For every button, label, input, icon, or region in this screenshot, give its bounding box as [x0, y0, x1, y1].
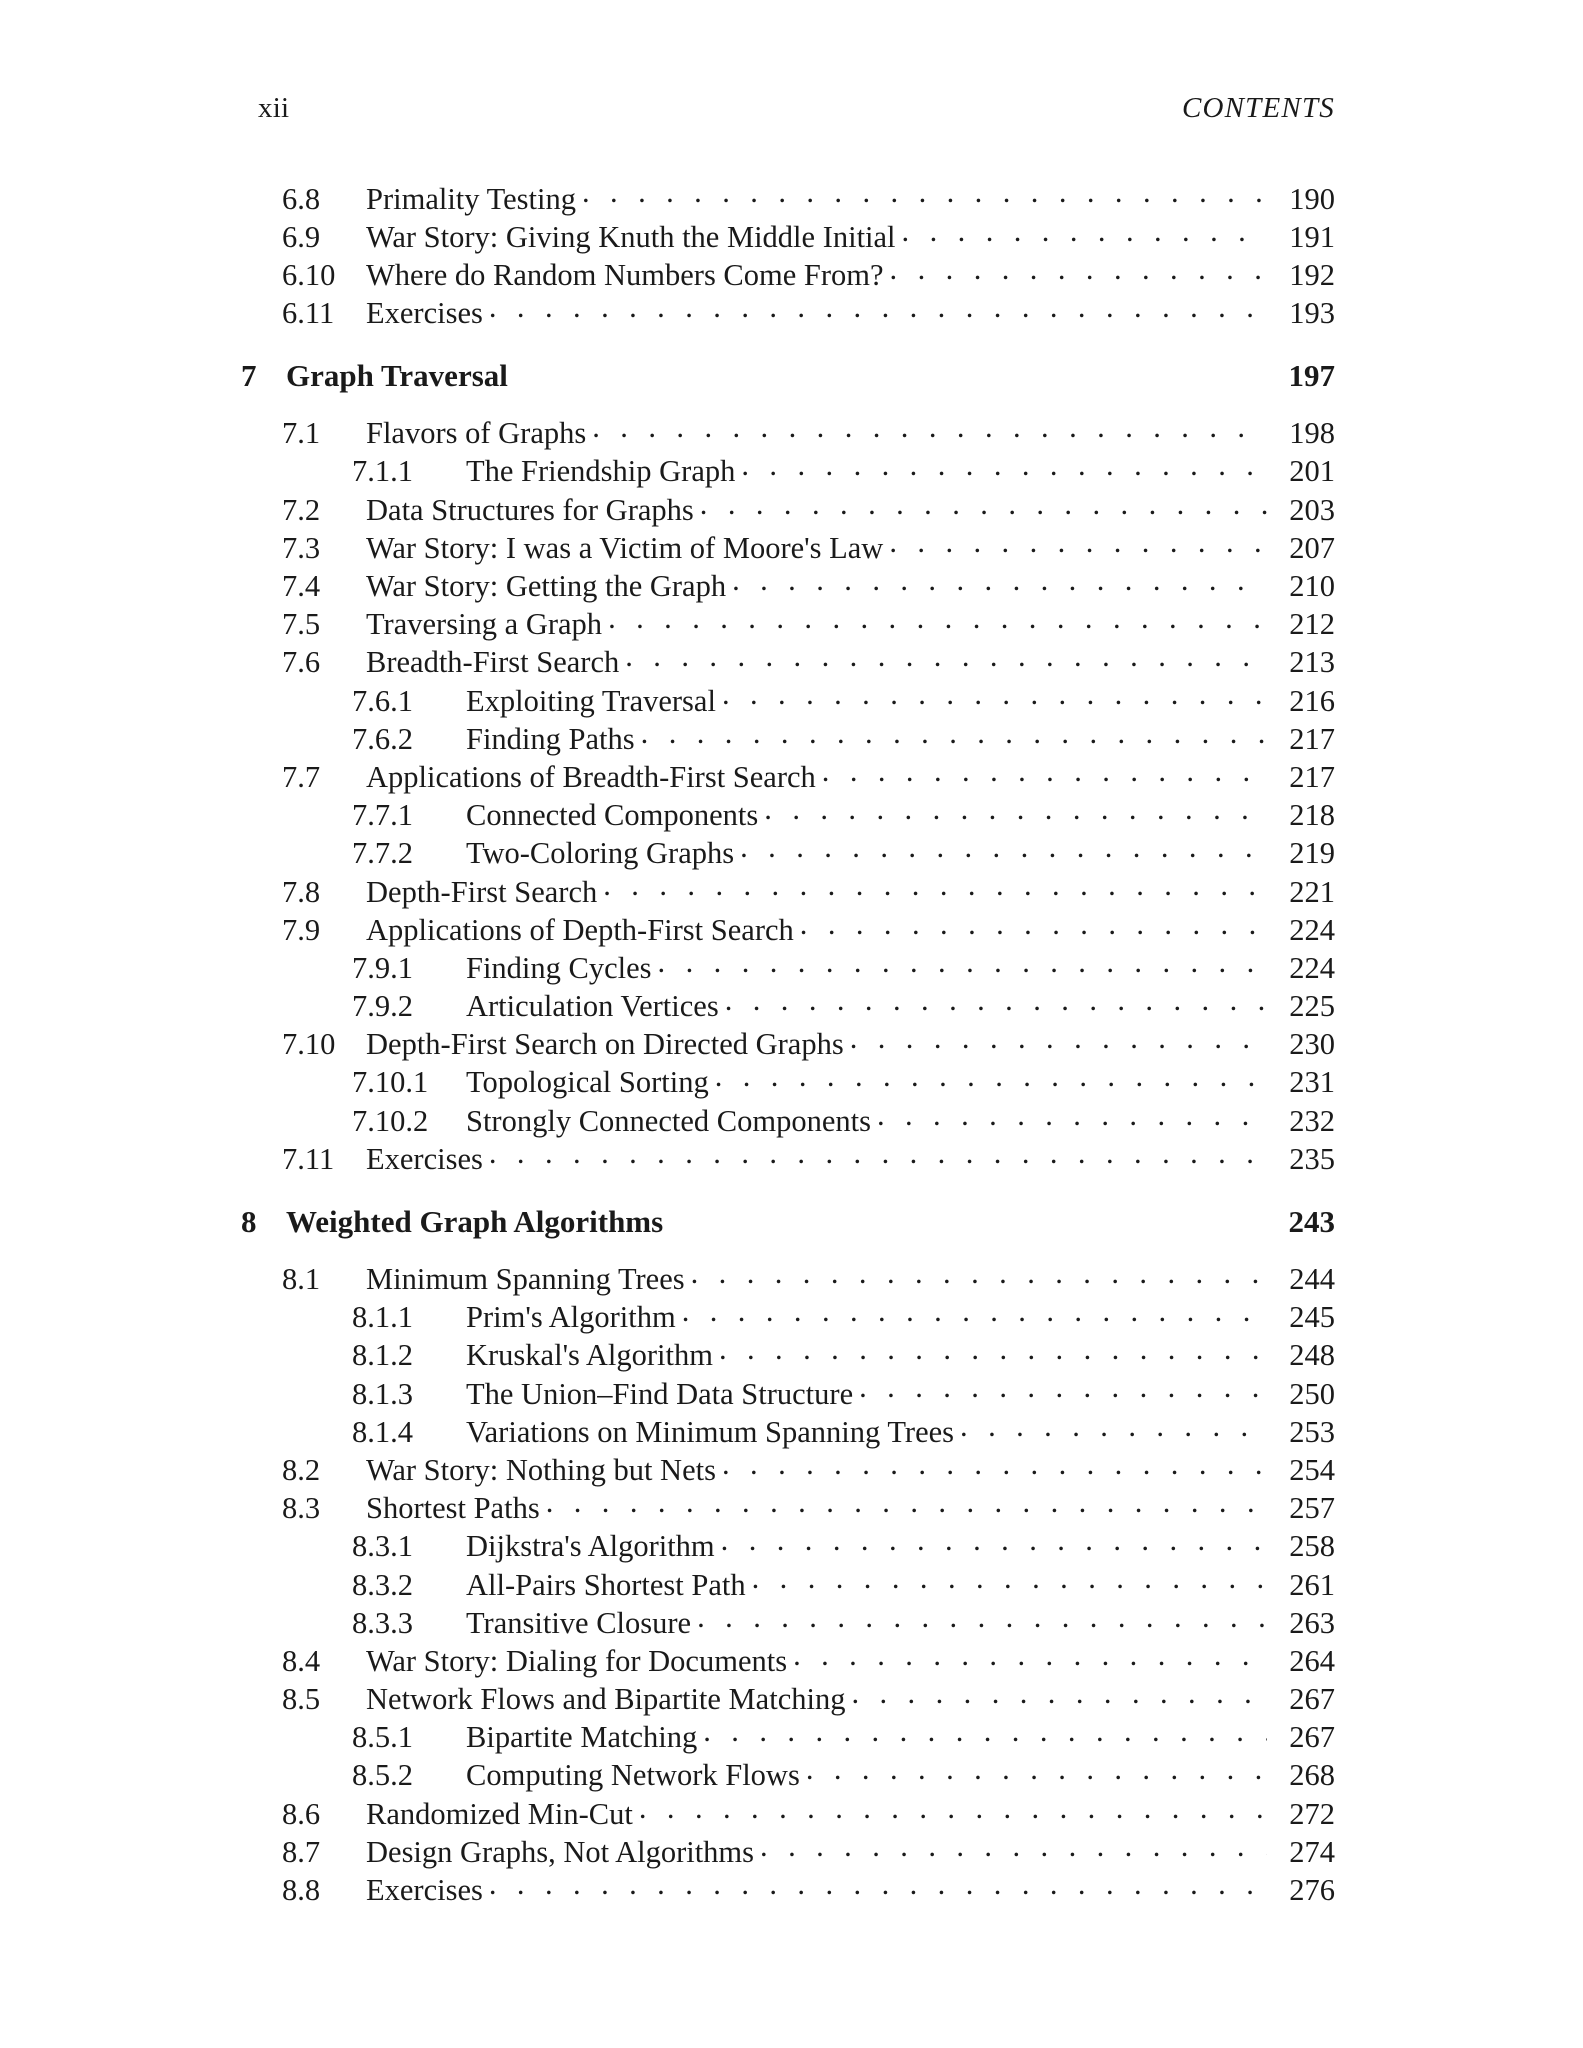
toc-entry-title: Transitive Closure: [466, 1605, 692, 1640]
toc-entry-title: Topological Sorting: [466, 1065, 709, 1100]
toc-entry-number: 8.7: [282, 1834, 321, 1869]
toc-entry-page: 268: [1289, 1758, 1335, 1793]
toc-entry-page: 261: [1289, 1567, 1335, 1602]
toc-entry-number: 7.7.1: [352, 798, 413, 833]
toc-entry-number: 8.1.2: [352, 1338, 413, 1373]
toc-entry[interactable]: [258, 1024, 1335, 1062]
toc-dot-leader: [700, 489, 1267, 520]
toc-entry-page: 276: [1289, 1873, 1335, 1907]
toc-entry-title: Dijkstra's Algorithm: [466, 1529, 715, 1564]
toc-dot-leader: [800, 909, 1267, 940]
toc-entry-page: 217: [1289, 721, 1335, 756]
toc-entry-page: 219: [1289, 836, 1335, 871]
toc-entry[interactable]: [258, 1259, 1335, 1297]
toc-entry-title: Finding Paths: [466, 721, 635, 756]
toc-entry-page: 192: [1289, 257, 1335, 292]
toc-entry-title: Connected Components: [466, 798, 759, 833]
toc-dot-leader: [658, 947, 1267, 978]
toc-dot-leader: [741, 451, 1267, 482]
toc-entry[interactable]: [258, 909, 1335, 947]
toc-entry-title: Exploiting Traversal: [466, 683, 716, 718]
toc-entry-title: All-Pairs Shortest Path: [466, 1567, 746, 1602]
toc-entry[interactable]: [258, 566, 1335, 604]
toc-chapter-entry[interactable]: [241, 1201, 1335, 1245]
toc-dot-leader: [889, 527, 1267, 558]
toc-entry-page: 244: [1289, 1262, 1335, 1296]
running-head: [258, 92, 1335, 125]
toc-entry-page: 274: [1289, 1834, 1335, 1869]
toc-entry[interactable]: [258, 527, 1335, 565]
table-of-contents: [241, 178, 1335, 1908]
toc-entry[interactable]: [258, 1602, 1335, 1640]
toc-entry-number: 6.11: [282, 296, 335, 331]
toc-entry-number: 7.6.2: [352, 721, 413, 756]
toc-dot-leader: [752, 1564, 1267, 1595]
toc-entry[interactable]: [258, 1870, 1335, 1908]
toc-entry[interactable]: [258, 1755, 1335, 1793]
toc-entry-page: 232: [1289, 1103, 1335, 1138]
toc-entry-page: 190: [1289, 181, 1335, 216]
toc-entry-page: 253: [1289, 1414, 1335, 1449]
toc-entry-page: 258: [1289, 1529, 1335, 1564]
toc-entry-title: Kruskal's Algorithm: [466, 1338, 713, 1373]
toc-entry-title: War Story: Nothing but Nets: [366, 1452, 716, 1487]
toc-entry-title: Breadth-First Search: [366, 645, 620, 680]
toc-entry-number: 8: [241, 1203, 257, 1239]
toc-entry-number: 6.9: [282, 219, 321, 254]
toc-dot-leader: [732, 566, 1267, 597]
toc-dot-leader: [608, 604, 1267, 635]
toc-dot-leader: [489, 1870, 1267, 1901]
toc-entry-number: 7.9: [282, 912, 321, 947]
toc-entry-title: War Story: Giving Knuth the Middle Initial: [366, 219, 896, 254]
toc-entry-number: 8.5.1: [352, 1720, 413, 1755]
toc-entry[interactable]: [258, 1717, 1335, 1755]
toc-entry-number: 7: [241, 357, 257, 393]
toc-entry-page: 213: [1289, 645, 1335, 680]
toc-entry-number: 8.1.4: [352, 1414, 413, 1449]
toc-entry-number: 7.10: [282, 1027, 336, 1062]
toc-entry-page: 201: [1289, 454, 1335, 489]
toc-entry-page: 257: [1289, 1491, 1335, 1526]
toc-entry[interactable]: [258, 1640, 1335, 1678]
toc-dot-leader: [722, 680, 1267, 711]
toc-entry-page: 218: [1289, 798, 1335, 833]
toc-entry-number: 8.6: [282, 1796, 321, 1831]
toc-entry-title: Data Structures for Graphs: [366, 492, 694, 527]
toc-dot-leader: [851, 1679, 1267, 1710]
toc-entry-number: 7.4: [282, 569, 321, 603]
toc-entry[interactable]: [258, 1488, 1335, 1526]
toc-entry-title: Variations on Minimum Spanning Trees: [466, 1414, 955, 1449]
toc-entry-title: Prim's Algorithm: [466, 1300, 676, 1335]
toc-entry[interactable]: [258, 1297, 1335, 1335]
toc-entry[interactable]: [258, 293, 1335, 331]
toc-entry-title: War Story: Dialing for Documents: [366, 1643, 788, 1678]
toc-entry-number: 7.1.1: [352, 454, 413, 489]
toc-entry-title: Bipartite Matching: [466, 1720, 698, 1755]
toc-entry-title: Minimum Spanning Trees: [366, 1262, 685, 1296]
toc-entry[interactable]: [258, 795, 1335, 833]
toc-entry-title: Graph Traversal: [286, 357, 508, 393]
toc-entry-title: Exercises: [366, 1873, 483, 1907]
toc-dot-leader: [725, 986, 1267, 1017]
toc-dot-leader: [722, 1449, 1267, 1480]
toc-entry-number: 7.3: [282, 530, 321, 565]
toc-dot-leader: [682, 1297, 1267, 1328]
toc-entry-number: 8.2: [282, 1452, 321, 1487]
toc-entry[interactable]: [258, 833, 1335, 871]
toc-entry-page: 210: [1289, 569, 1335, 603]
toc-entry-page: 231: [1289, 1065, 1335, 1100]
toc-dot-leader: [760, 1831, 1267, 1862]
toc-entry-title: Primality Testing: [366, 181, 576, 216]
toc-dot-leader: [715, 1062, 1267, 1093]
toc-dot-leader: [625, 642, 1267, 673]
toc-entry-title: Applications of Depth-First Search: [366, 912, 794, 947]
toc-dot-leader: [721, 1526, 1267, 1557]
toc-entry-number: 7.11: [282, 1141, 335, 1176]
toc-entry-page: 217: [1289, 759, 1335, 794]
toc-entry-number: 7.10.2: [352, 1103, 429, 1138]
toc-entry-number: 7.2: [282, 492, 321, 527]
toc-entry-page: 230: [1289, 1027, 1335, 1062]
toc-dot-leader: [697, 1602, 1267, 1633]
toc-entry[interactable]: [258, 1373, 1335, 1411]
toc-entry[interactable]: [258, 1062, 1335, 1100]
toc-entry-page: 263: [1289, 1605, 1335, 1640]
toc-dot-leader: [806, 1755, 1267, 1786]
toc-entry-page: 272: [1289, 1796, 1335, 1831]
toc-entry-title: Exercises: [366, 296, 483, 331]
toc-entry-number: 7.8: [282, 874, 321, 909]
toc-entry-title: Shortest Paths: [366, 1491, 540, 1526]
toc-entry[interactable]: [258, 451, 1335, 489]
toc-dot-leader: [890, 254, 1267, 285]
toc-entry-number: 7.7.2: [352, 836, 413, 871]
toc-entry-title: Two-Coloring Graphs: [466, 836, 735, 871]
toc-entry-number: 8.3.2: [352, 1567, 413, 1602]
toc-entry[interactable]: [258, 1526, 1335, 1564]
toc-entry-number: 7.9.2: [352, 989, 413, 1024]
toc-entry[interactable]: [258, 1831, 1335, 1869]
toc-entry-number: 8.5.2: [352, 1758, 413, 1793]
toc-entry[interactable]: [258, 254, 1335, 292]
toc-entry-number: 6.10: [282, 257, 336, 292]
toc-entry[interactable]: [258, 604, 1335, 642]
toc-entry-number: 7.10.1: [352, 1065, 429, 1100]
toc-entry-page: 225: [1289, 989, 1335, 1024]
toc-entry-page: 221: [1289, 874, 1335, 909]
toc-entry-page: 212: [1289, 607, 1335, 642]
toc-entry-page: 243: [1288, 1203, 1335, 1239]
toc-dot-leader: [850, 1024, 1267, 1055]
toc-entry-page: 191: [1289, 219, 1335, 254]
toc-entry[interactable]: [258, 1100, 1335, 1138]
toc-dot-leader: [639, 1793, 1267, 1824]
toc-entry-title: Applications of Breadth-First Search: [366, 759, 816, 794]
toc-entry-number: 8.4: [282, 1643, 321, 1678]
toc-dot-leader: [719, 1335, 1267, 1366]
toc-entry[interactable]: [258, 680, 1335, 718]
toc-entry-title: Flavors of Graphs: [366, 416, 587, 451]
toc-dot-leader: [703, 1717, 1267, 1748]
toc-entry[interactable]: [258, 947, 1335, 985]
toc-entry-number: 6.8: [282, 181, 321, 216]
toc-entry-page: 203: [1289, 492, 1335, 527]
toc-entry-page: 197: [1288, 357, 1335, 393]
toc-entry[interactable]: [258, 756, 1335, 794]
toc-entry-title: Randomized Min-Cut: [366, 1796, 633, 1831]
toc-dot-leader: [960, 1411, 1267, 1442]
toc-entry[interactable]: [258, 1793, 1335, 1831]
toc-entry-page: 264: [1289, 1643, 1335, 1678]
toc-entry-number: 7.7: [282, 759, 321, 794]
toc-entry-title: War Story: Getting the Graph: [366, 569, 727, 603]
toc-dot-leader: [514, 355, 1267, 386]
toc-entry-title: Weighted Graph Algorithms: [286, 1203, 664, 1239]
toc-entry-number: 7.9.1: [352, 950, 413, 985]
toc-dot-leader: [793, 1640, 1267, 1671]
toc-entry-number: 8.3.3: [352, 1605, 413, 1640]
toc-entry-title: Traversing a Graph: [366, 607, 603, 642]
toc-entry[interactable]: [258, 1138, 1335, 1176]
toc-entry[interactable]: [258, 1449, 1335, 1487]
toc-entry-number: 7.5: [282, 607, 321, 642]
toc-entry[interactable]: [258, 216, 1335, 254]
toc-dot-leader: [546, 1488, 1267, 1519]
toc-entry-title: Articulation Vertices: [466, 989, 719, 1024]
toc-entry-number: 7.6: [282, 645, 321, 680]
toc-entry[interactable]: [258, 1335, 1335, 1373]
toc-entry[interactable]: [258, 178, 1335, 216]
toc-entry[interactable]: [258, 1679, 1335, 1717]
toc-entry[interactable]: [258, 1411, 1335, 1449]
toc-dot-leader: [641, 718, 1267, 749]
toc-entry-title: Exercises: [366, 1141, 483, 1176]
toc-dot-leader: [691, 1259, 1267, 1290]
toc-entry-number: 7.6.1: [352, 683, 413, 718]
toc-entry-title: The Friendship Graph: [466, 454, 736, 489]
toc-entry-number: 8.8: [282, 1873, 321, 1907]
toc-entry-title: Network Flows and Bipartite Matching: [366, 1682, 846, 1717]
toc-entry-number: 8.5: [282, 1682, 321, 1717]
toc-dot-leader: [902, 216, 1267, 247]
toc-entry-title: Strongly Connected Components: [466, 1103, 871, 1138]
toc-dot-leader: [582, 178, 1267, 209]
toc-dot-leader: [489, 1138, 1267, 1169]
toc-entry-title: War Story: I was a Victim of Moore's Law: [366, 530, 884, 565]
toc-entry-title: Depth-First Search on Directed Graphs: [366, 1027, 844, 1062]
toc-entry-page: 224: [1289, 950, 1335, 985]
toc-entry-page: 245: [1289, 1300, 1335, 1335]
toc-entry-number: 8.1.1: [352, 1300, 413, 1335]
toc-entry-number: 8.3: [282, 1491, 321, 1526]
toc-dot-leader: [877, 1100, 1267, 1131]
toc-entry-title: The Union–Find Data Structure: [466, 1376, 854, 1411]
toc-entry[interactable]: [258, 718, 1335, 756]
toc-entry-title: Computing Network Flows: [466, 1758, 800, 1793]
toc-entry-number: 8.1: [282, 1262, 321, 1296]
toc-entry-page: 235: [1289, 1141, 1335, 1176]
toc-entry-number: 8.1.3: [352, 1376, 413, 1411]
toc-dot-leader: [764, 795, 1267, 826]
toc-entry[interactable]: [258, 1564, 1335, 1602]
toc-dot-leader: [740, 833, 1267, 864]
toc-entry-page: 254: [1289, 1452, 1335, 1487]
toc-chapter-entry[interactable]: [241, 355, 1335, 399]
toc-entry-page: 193: [1289, 296, 1335, 331]
toc-entry[interactable]: [258, 489, 1335, 527]
toc-entry-page: 267: [1289, 1720, 1335, 1755]
toc-entry-title: Where do Random Numbers Come From?: [366, 257, 884, 292]
toc-dot-leader: [859, 1373, 1267, 1404]
toc-entry-page: 267: [1289, 1682, 1335, 1717]
toc-entry-page: 250: [1289, 1376, 1335, 1411]
toc-dot-leader: [489, 293, 1267, 324]
page-folio: xii: [258, 92, 290, 124]
toc-entry-number: 7.1: [282, 416, 321, 451]
toc-dot-leader: [669, 1201, 1267, 1232]
toc-dot-leader: [822, 756, 1267, 787]
toc-entry-page: 224: [1289, 912, 1335, 947]
toc-entry-page: 198: [1289, 416, 1335, 451]
toc-entry-page: 248: [1289, 1338, 1335, 1373]
toc-entry-page: 216: [1289, 683, 1335, 718]
toc-entry-number: 8.3.1: [352, 1529, 413, 1564]
toc-dot-leader: [592, 413, 1267, 444]
toc-entry[interactable]: [258, 413, 1335, 451]
toc-entry-title: Finding Cycles: [466, 950, 652, 985]
toc-entry[interactable]: [258, 871, 1335, 909]
toc-entry[interactable]: [258, 986, 1335, 1024]
toc-entry[interactable]: [258, 642, 1335, 680]
toc-entry-page: 207: [1289, 530, 1335, 565]
running-head-title: CONTENTS: [1181, 92, 1335, 124]
toc-entry-title: Design Graphs, Not Algorithms: [366, 1834, 755, 1869]
toc-dot-leader: [603, 871, 1267, 902]
toc-entry-title: Depth-First Search: [366, 874, 598, 909]
